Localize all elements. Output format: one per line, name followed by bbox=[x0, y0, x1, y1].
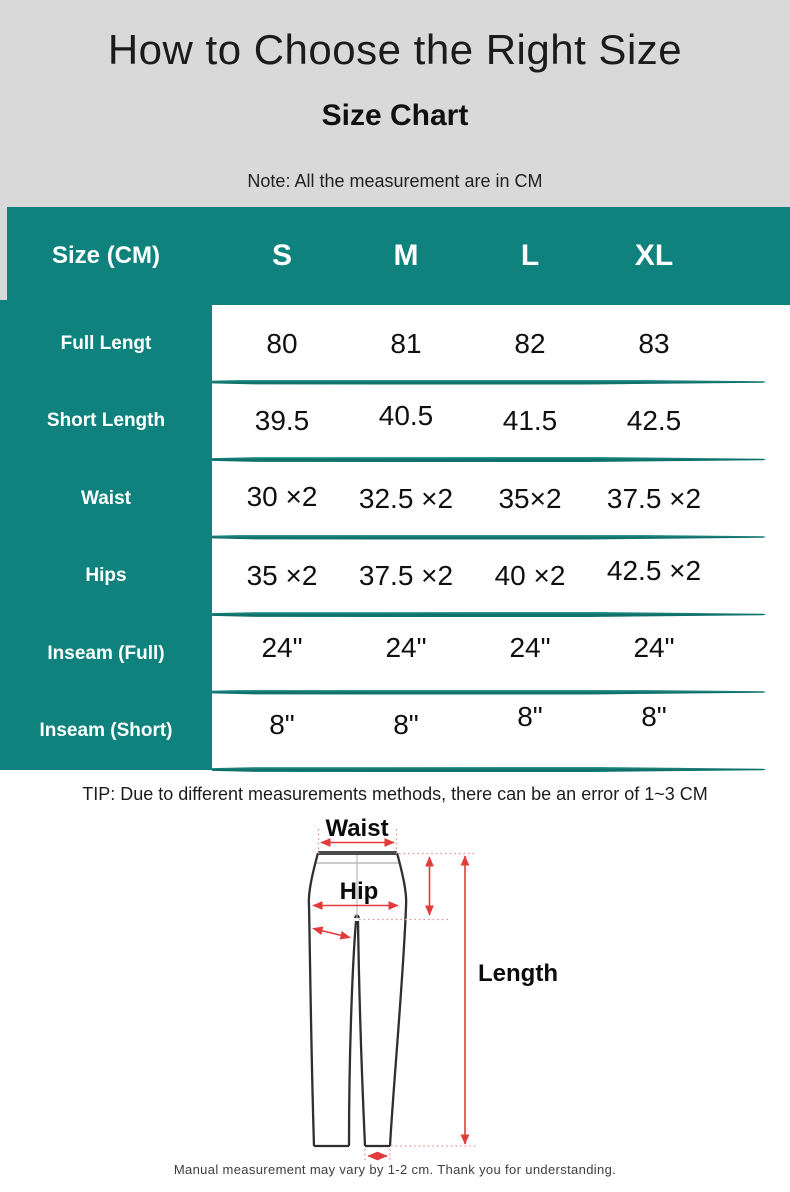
row-values bbox=[220, 383, 716, 461]
table-rows bbox=[0, 305, 790, 770]
page-subtitle: Size Chart bbox=[321, 99, 469, 132]
row-label: Hips bbox=[85, 565, 127, 587]
size-value-s: 8" bbox=[269, 709, 295, 741]
size-column-header: L bbox=[520, 239, 540, 272]
table-row bbox=[0, 460, 790, 538]
measurement-error-tip: TIP: Due to different measurements methods, there can be an error of 1~3 CM bbox=[82, 784, 708, 804]
size-value-m: 32.5 ×2 bbox=[358, 482, 454, 514]
size-value-l: 82 bbox=[514, 327, 546, 359]
size-value-m: 37.5 ×2 bbox=[358, 560, 454, 592]
manual-measurement-note: Manual measurement may vary by 1-2 cm. Thank you for understanding. bbox=[173, 1162, 617, 1177]
size-value-m: 40.5 bbox=[378, 400, 434, 432]
waist-label: Waist bbox=[325, 815, 389, 842]
size-value-xl: 37.5 ×2 bbox=[606, 482, 702, 514]
row-label: Inseam (Short) bbox=[39, 720, 173, 742]
table-row bbox=[0, 693, 790, 771]
row-values bbox=[220, 538, 716, 616]
size-value-s: 24" bbox=[261, 631, 303, 663]
size-value-m: 81 bbox=[390, 327, 422, 359]
size-value-l: 35×2 bbox=[498, 482, 562, 514]
row-values bbox=[220, 460, 716, 538]
page-title: How to Choose the Right Size bbox=[107, 26, 683, 73]
size-column-header: XL bbox=[634, 239, 674, 272]
size-value-xl: 42.5 ×2 bbox=[606, 555, 702, 587]
row-values bbox=[220, 305, 716, 383]
leggings-measurement-diagram bbox=[0, 805, 790, 1165]
size-value-m: 24" bbox=[385, 631, 427, 663]
size-value-xl: 83 bbox=[638, 327, 670, 359]
row-label: Inseam (Full) bbox=[47, 642, 165, 664]
size-value-l: 24" bbox=[509, 631, 551, 663]
hip-label: Hip bbox=[339, 878, 379, 905]
size-cm-header: Size (CM) bbox=[52, 242, 160, 269]
size-value-s: 35 ×2 bbox=[246, 560, 318, 592]
table-row bbox=[0, 305, 790, 383]
table-row bbox=[0, 538, 790, 616]
size-value-xl: 24" bbox=[633, 631, 675, 663]
length-label: Length bbox=[478, 960, 558, 987]
size-value-xl: 8" bbox=[641, 701, 667, 733]
table-header-row bbox=[7, 207, 790, 305]
size-value-s: 39.5 bbox=[254, 405, 310, 437]
thigh-arrow bbox=[313, 929, 350, 938]
row-label: Waist bbox=[81, 487, 131, 509]
size-columns bbox=[220, 207, 716, 305]
measurement-unit-note: Note: All the measurement are in CM bbox=[247, 171, 543, 191]
table-row bbox=[0, 383, 790, 461]
hero-banner bbox=[0, 0, 790, 207]
row-values bbox=[220, 693, 716, 771]
size-value-xl: 42.5 bbox=[626, 405, 682, 437]
size-value-l: 41.5 bbox=[502, 405, 558, 437]
size-value-s: 80 bbox=[266, 327, 298, 359]
size-column-header: M bbox=[393, 239, 419, 272]
size-value-m: 8" bbox=[393, 709, 419, 741]
size-chart-table bbox=[0, 207, 790, 770]
size-value-s: 30 ×2 bbox=[246, 480, 318, 512]
size-value-l: 8" bbox=[517, 701, 543, 733]
size-column-header: S bbox=[271, 239, 292, 272]
row-label: Short Length bbox=[46, 410, 166, 432]
row-label: Full Lengt bbox=[60, 332, 152, 354]
size-value-l: 40 ×2 bbox=[494, 560, 566, 592]
